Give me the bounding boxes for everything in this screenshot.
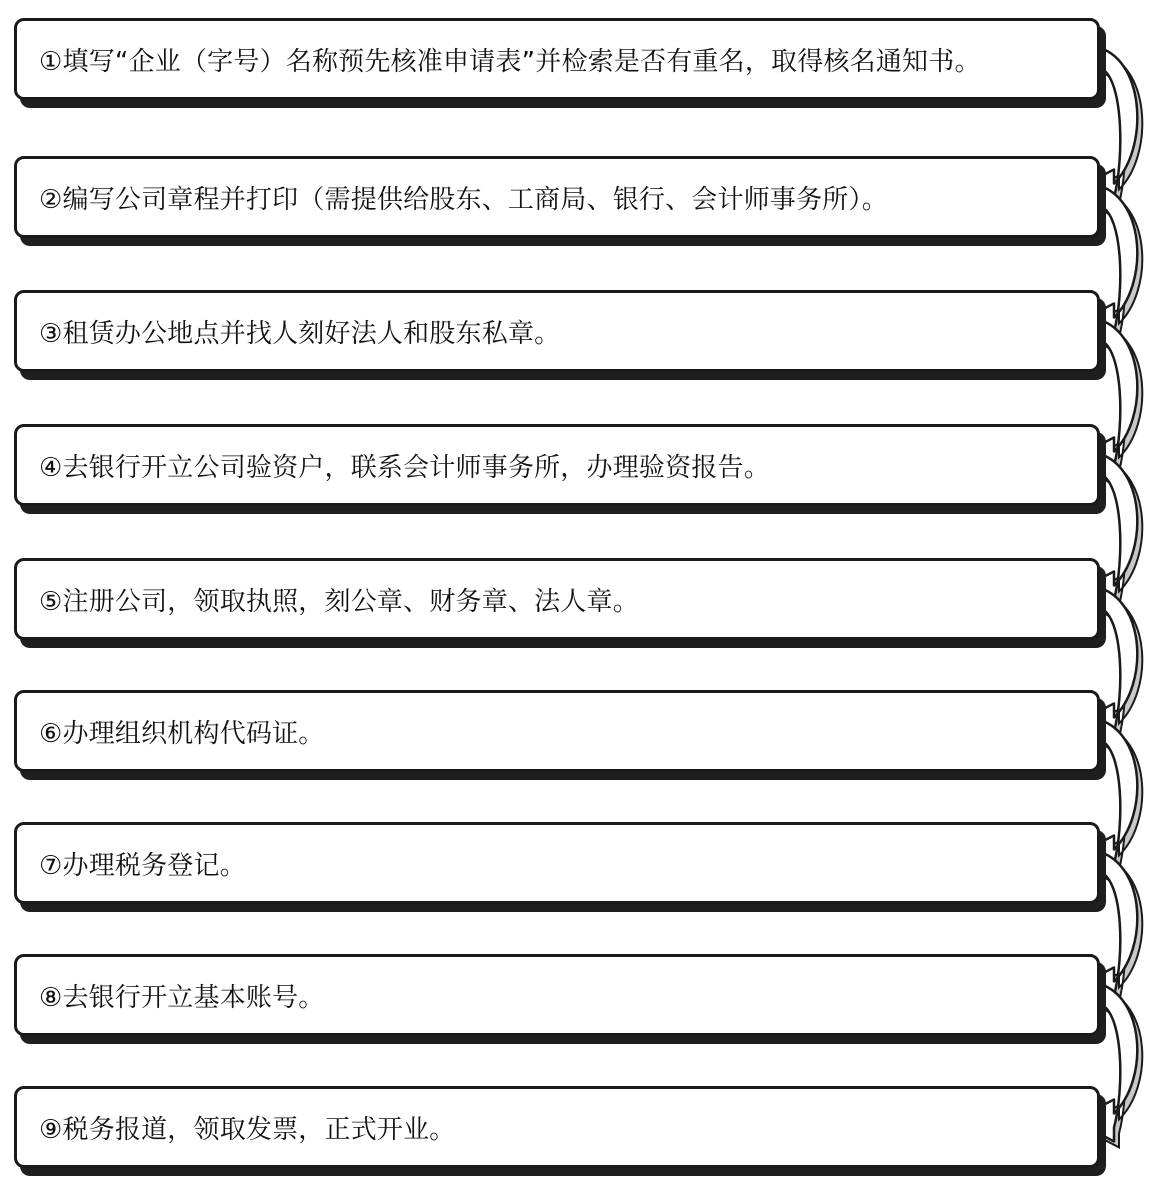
step-label-9: ⑨税务报道，领取发票，正式开业。: [39, 1114, 456, 1145]
step-box-1: [14, 18, 1100, 100]
step-box-2: [14, 156, 1100, 238]
step-label-6: ⑥办理组织机构代码证。: [39, 718, 325, 749]
step-box-4: [14, 424, 1100, 506]
step-label-8: ⑧去银行开立基本账号。: [39, 982, 325, 1013]
step-box-7: [14, 822, 1100, 904]
step-label-7: ⑦办理税务登记。: [39, 850, 246, 881]
step-label-5: ⑤注册公司，领取执照，刻公章、财务章、法人章。: [39, 586, 639, 617]
step-label-2: ②编写公司章程并打印（需提供给股东、工商局、银行、会计师事务所）。: [39, 184, 888, 215]
step-box-8: [14, 954, 1100, 1036]
step-label-4: ④去银行开立公司验资户，联系会计师事务所，办理验资报告。: [39, 452, 770, 483]
step-label-3: ③租赁办公地点并找人刻好法人和股东私章。: [39, 318, 561, 349]
step-box-9: [14, 1086, 1100, 1168]
step-box-3: [14, 290, 1100, 372]
step-label-1: ①填写“企业（字号）名称预先核准申请表”并检索是否有重名，取得核名通知书。: [39, 46, 981, 77]
step-box-5: [14, 558, 1100, 640]
step-box-6: [14, 690, 1100, 772]
